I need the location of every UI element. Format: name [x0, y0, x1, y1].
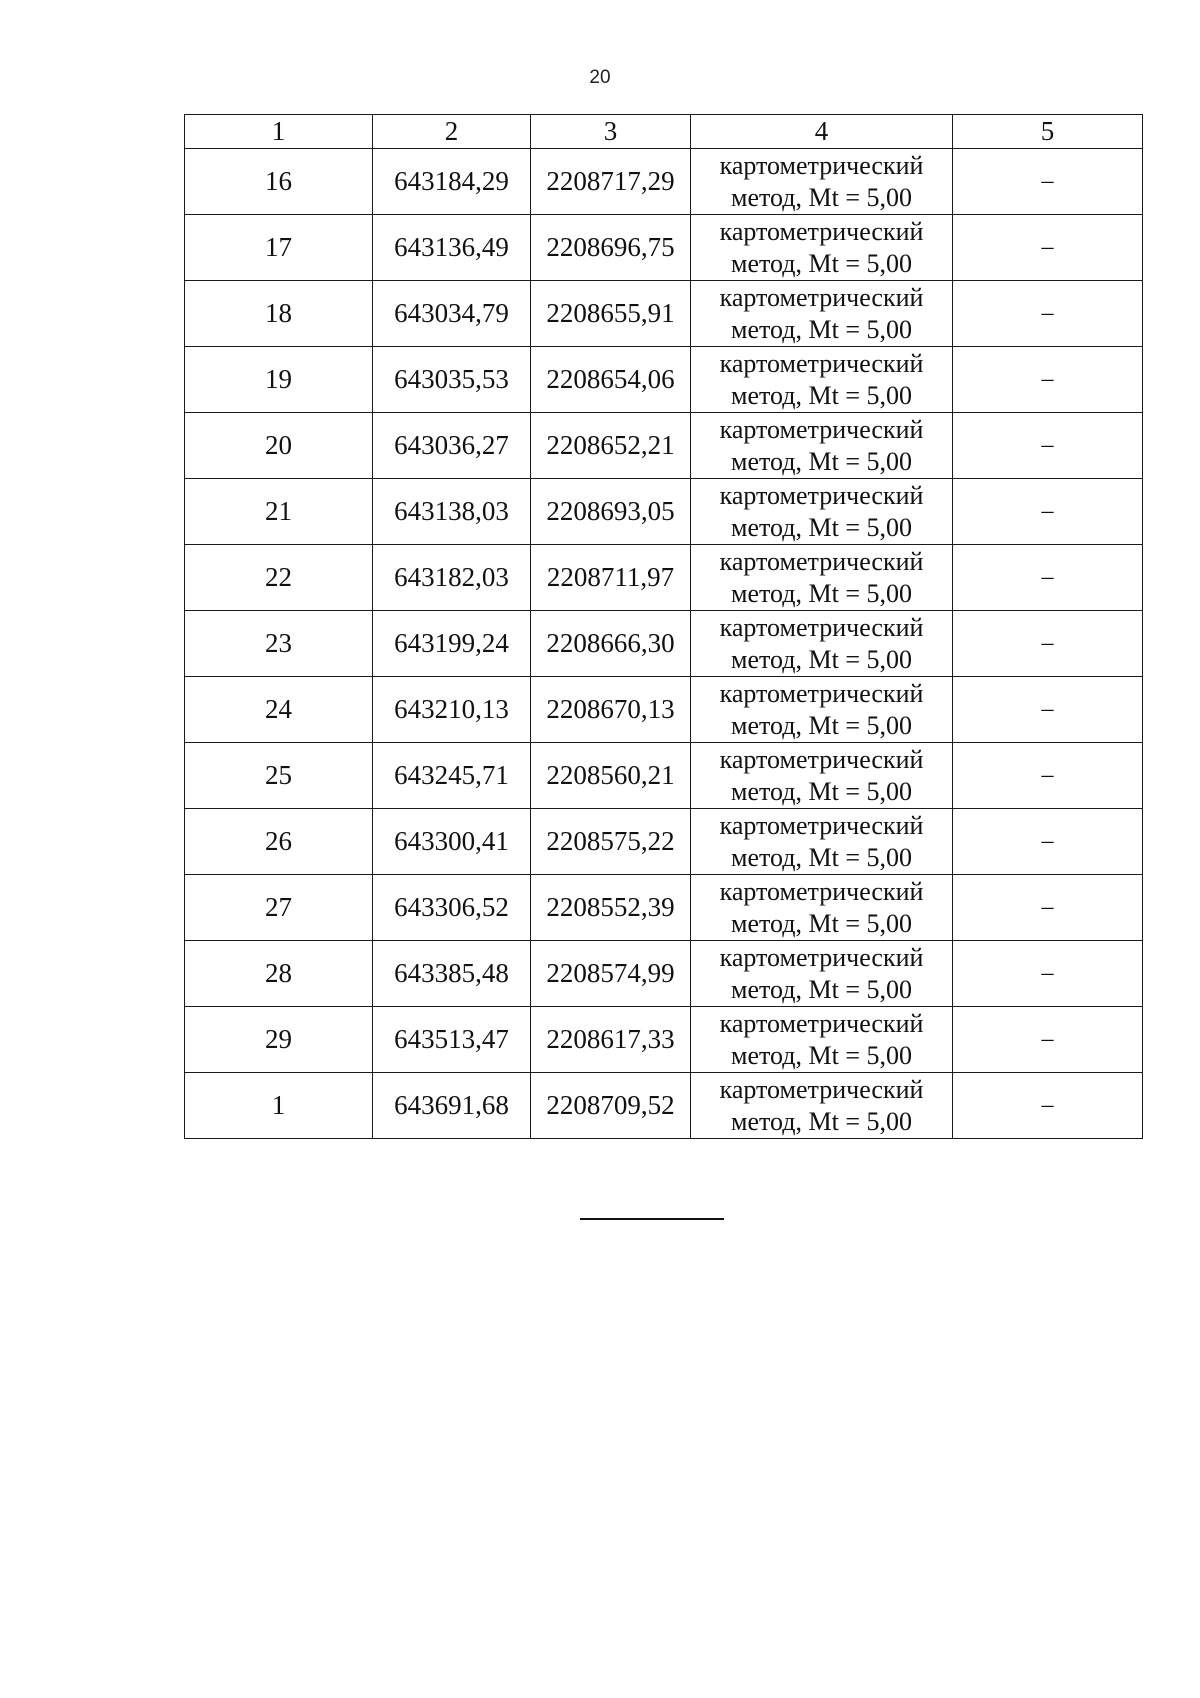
method-line-1: картометрический [719, 876, 924, 906]
x-coordinate-cell: 643036,27 [373, 413, 531, 479]
coordinates-table [184, 114, 1143, 1139]
y-coordinate-cell: 2208655,91 [531, 281, 691, 347]
header-row [185, 115, 1143, 149]
method-line-1: картометрический [719, 150, 924, 180]
note-cell: – [953, 545, 1143, 611]
table-row [185, 941, 1143, 1007]
y-coordinate-cell: 2208617,33 [531, 1007, 691, 1073]
x-coordinate-cell: 643691,68 [373, 1073, 531, 1139]
method-cell [691, 413, 953, 479]
method-cell [691, 875, 953, 941]
point-number-cell: 28 [185, 941, 373, 1007]
x-coordinate-cell: 643138,03 [373, 479, 531, 545]
method-line-1: картометрический [719, 810, 924, 840]
note-cell: – [953, 281, 1143, 347]
point-number-cell: 26 [185, 809, 373, 875]
table-row [185, 677, 1143, 743]
method-line-2: метод, Mt = 5,00 [731, 776, 912, 806]
method-line-1: картометрический [719, 612, 924, 642]
x-coordinate-cell: 643034,79 [373, 281, 531, 347]
table-body [185, 149, 1143, 1139]
note-cell: – [953, 1007, 1143, 1073]
note-cell: – [953, 611, 1143, 677]
table-row [185, 545, 1143, 611]
method-cell [691, 479, 953, 545]
table-row [185, 413, 1143, 479]
point-number-cell: 23 [185, 611, 373, 677]
method-line-2: метод, Mt = 5,00 [731, 446, 912, 476]
end-divider [580, 1218, 724, 1220]
y-coordinate-cell: 2208575,22 [531, 809, 691, 875]
table-row [185, 809, 1143, 875]
y-coordinate-cell: 2208560,21 [531, 743, 691, 809]
method-cell [691, 149, 953, 215]
method-cell [691, 677, 953, 743]
method-line-2: метод, Mt = 5,00 [731, 578, 912, 608]
note-cell: – [953, 743, 1143, 809]
method-cell [691, 809, 953, 875]
header-col-1: 1 [185, 115, 373, 149]
method-line-1: картометрический [719, 678, 924, 708]
page-number: 20 [589, 67, 611, 88]
table-row [185, 875, 1143, 941]
point-number-cell: 20 [185, 413, 373, 479]
method-cell [691, 743, 953, 809]
method-line-2: метод, Mt = 5,00 [731, 512, 912, 542]
method-line-2: метод, Mt = 5,00 [731, 644, 912, 674]
x-coordinate-cell: 643385,48 [373, 941, 531, 1007]
method-line-1: картометрический [719, 216, 924, 246]
method-line-2: метод, Mt = 5,00 [731, 182, 912, 212]
table-header [185, 115, 1143, 149]
method-cell [691, 545, 953, 611]
method-line-1: картометрический [719, 942, 924, 972]
header-col-5: 5 [953, 115, 1143, 149]
method-cell [691, 215, 953, 281]
y-coordinate-cell: 2208670,13 [531, 677, 691, 743]
note-cell: – [953, 941, 1143, 1007]
method-cell [691, 281, 953, 347]
y-coordinate-cell: 2208654,06 [531, 347, 691, 413]
method-line-2: метод, Mt = 5,00 [731, 908, 912, 938]
note-cell: – [953, 215, 1143, 281]
method-cell [691, 941, 953, 1007]
method-line-2: метод, Mt = 5,00 [731, 1040, 912, 1070]
point-number-cell: 27 [185, 875, 373, 941]
note-cell: – [953, 347, 1143, 413]
method-line-1: картометрический [719, 480, 924, 510]
point-number-cell: 1 [185, 1073, 373, 1139]
y-coordinate-cell: 2208574,99 [531, 941, 691, 1007]
y-coordinate-cell: 2208552,39 [531, 875, 691, 941]
point-number-cell: 22 [185, 545, 373, 611]
y-coordinate-cell: 2208709,52 [531, 1073, 691, 1139]
method-line-1: картометрический [719, 282, 924, 312]
point-number-cell: 19 [185, 347, 373, 413]
method-line-1: картометрический [719, 1008, 924, 1038]
table-row [185, 743, 1143, 809]
table-row [185, 149, 1143, 215]
point-number-cell: 29 [185, 1007, 373, 1073]
method-cell [691, 1007, 953, 1073]
table-row [185, 1007, 1143, 1073]
note-cell: – [953, 1073, 1143, 1139]
note-cell: – [953, 479, 1143, 545]
table-row [185, 1073, 1143, 1139]
header-col-4: 4 [691, 115, 953, 149]
method-line-2: метод, Mt = 5,00 [731, 974, 912, 1004]
x-coordinate-cell: 643245,71 [373, 743, 531, 809]
y-coordinate-cell: 2208696,75 [531, 215, 691, 281]
point-number-cell: 16 [185, 149, 373, 215]
y-coordinate-cell: 2208652,21 [531, 413, 691, 479]
method-line-1: картометрический [719, 744, 924, 774]
x-coordinate-cell: 643210,13 [373, 677, 531, 743]
table-row [185, 611, 1143, 677]
y-coordinate-cell: 2208711,97 [531, 545, 691, 611]
x-coordinate-cell: 643306,52 [373, 875, 531, 941]
method-cell [691, 1073, 953, 1139]
y-coordinate-cell: 2208693,05 [531, 479, 691, 545]
point-number-cell: 24 [185, 677, 373, 743]
header-col-2: 2 [373, 115, 531, 149]
table-row [185, 215, 1143, 281]
method-cell [691, 611, 953, 677]
method-line-1: картометрический [719, 348, 924, 378]
x-coordinate-cell: 643199,24 [373, 611, 531, 677]
x-coordinate-cell: 643300,41 [373, 809, 531, 875]
point-number-cell: 17 [185, 215, 373, 281]
method-line-2: метод, Mt = 5,00 [731, 248, 912, 278]
y-coordinate-cell: 2208666,30 [531, 611, 691, 677]
note-cell: – [953, 677, 1143, 743]
method-line-1: картометрический [719, 546, 924, 576]
table-row [185, 347, 1143, 413]
method-line-2: метод, Mt = 5,00 [731, 314, 912, 344]
method-cell [691, 347, 953, 413]
header-col-3: 3 [531, 115, 691, 149]
table-row [185, 281, 1143, 347]
point-number-cell: 18 [185, 281, 373, 347]
note-cell: – [953, 413, 1143, 479]
x-coordinate-cell: 643184,29 [373, 149, 531, 215]
method-line-2: метод, Mt = 5,00 [731, 842, 912, 872]
note-cell: – [953, 809, 1143, 875]
note-cell: – [953, 875, 1143, 941]
point-number-cell: 25 [185, 743, 373, 809]
x-coordinate-cell: 643136,49 [373, 215, 531, 281]
method-line-1: картометрический [719, 1074, 924, 1104]
y-coordinate-cell: 2208717,29 [531, 149, 691, 215]
method-line-2: метод, Mt = 5,00 [731, 380, 912, 410]
x-coordinate-cell: 643035,53 [373, 347, 531, 413]
note-cell: – [953, 149, 1143, 215]
method-line-2: метод, Mt = 5,00 [731, 710, 912, 740]
x-coordinate-cell: 643182,03 [373, 545, 531, 611]
x-coordinate-cell: 643513,47 [373, 1007, 531, 1073]
point-number-cell: 21 [185, 479, 373, 545]
table-row [185, 479, 1143, 545]
method-line-1: картометрический [719, 414, 924, 444]
method-line-2: метод, Mt = 5,00 [731, 1106, 912, 1136]
